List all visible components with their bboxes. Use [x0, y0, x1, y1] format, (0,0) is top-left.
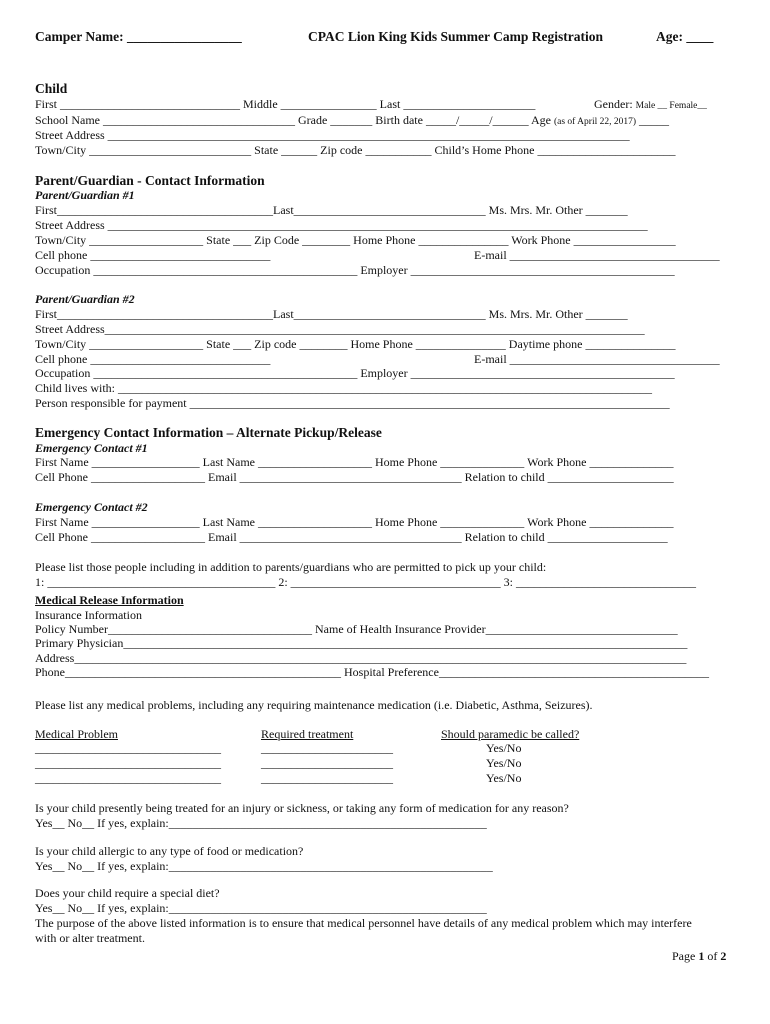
phone-hospital-line: Phone______________________________________________ Hospital Preference_____________________________________________: [35, 665, 709, 679]
age-blank: _____: [636, 113, 670, 127]
question-treatment: Is your child presently being treated for an injury or sickness, or taking any form of medication for any reason?: [35, 801, 569, 815]
address-line: Address______________________________________________________________________________________________________: [35, 651, 687, 665]
child-name-fields: First ______________________________ Middle ________________ Last ______________________: [35, 97, 536, 111]
guardian1-city: Town/City ___________________ State ___ Zip Code ________ Home Phone _______________ Work Phone _________________: [35, 233, 676, 247]
page-word: Page: [672, 949, 699, 963]
guardian1-name: First____________________________________Last________________________________ Ms. Mrs. Mr. Other _______: [35, 203, 628, 217]
emergency1-heading: Emergency Contact #1: [35, 441, 148, 455]
child-school-line: [35, 113, 669, 129]
age-field: Age: ____: [656, 29, 714, 44]
of-word: of: [704, 949, 721, 963]
child-name-line: [35, 97, 535, 111]
problem-blank-1: _______________________________: [35, 741, 221, 755]
answer-treatment: Yes__ No__ If yes, explain:_____________________________________________________: [35, 816, 487, 830]
child-street: Street Address _______________________________________________________________________________________: [35, 128, 630, 142]
emergency2-cell: Cell Phone ___________________ Email _____________________________________ Relation to child ____________________: [35, 530, 668, 544]
child-gender: [594, 97, 707, 113]
purpose-statement-1: The purpose of the above listed information is to ensure that medical personnel have details of any medical problem which may interfere: [35, 916, 692, 930]
yes-no-3: Yes/No: [486, 771, 522, 785]
age-note: (as of April 22, 2017): [553, 117, 637, 127]
guardian2-occupation: Occupation ____________________________________________ Employer ____________________________________________: [35, 366, 675, 380]
pickup-prompt: Please list those people including in addition to parents/guardians who are permitted to pick up your child:: [35, 560, 547, 574]
col-required-treatment: Required treatment: [261, 727, 354, 741]
yes-no-1: Yes/No: [486, 741, 522, 755]
guardian1-heading: Parent/Guardian #1: [35, 188, 135, 202]
guardian2-cell: Cell phone ______________________________: [35, 352, 271, 366]
problem-blank-2: _______________________________: [35, 756, 221, 770]
yes-no-2: Yes/No: [486, 756, 522, 770]
col-medical-problem: Medical Problem: [35, 727, 118, 741]
emergency1-name: First Name __________________ Last Name ___________________ Home Phone ______________ Work Phone ______________: [35, 455, 674, 469]
medical-problems-prompt: Please list any medical problems, including any requiring maintenance medication (i.e. Diabetic, Asthma, Seizures).: [35, 698, 593, 712]
question-diet: Does your child require a special diet?: [35, 886, 220, 900]
question-allergy: Is your child allergic to any type of food or medication?: [35, 844, 304, 858]
page-number: 1: [698, 949, 705, 963]
insurance-info: Insurance Information: [35, 608, 142, 622]
pickup-lines: 1: ______________________________________ 2: ___________________________________ 3: ______________________________: [35, 575, 697, 589]
guardian1-email: E-mail ___________________________________: [474, 248, 720, 262]
guardian2-street: Street Address__________________________________________________________________________________________: [35, 322, 645, 336]
col-paramedic: Should paramedic be called?: [441, 727, 580, 741]
guardian2-email: E-mail ___________________________________: [474, 352, 720, 366]
guardian2-name: First____________________________________Last________________________________ Ms. Mrs. Mr. Other _______: [35, 307, 628, 321]
gender-label: Gender:: [594, 97, 636, 111]
purpose-statement-2: with or alter treatment.: [35, 931, 145, 945]
emergency2-heading: Emergency Contact #2: [35, 500, 148, 514]
child-lives-with: Child lives with: _________________________________________________________________________________________: [35, 381, 653, 395]
gender-options: Male __ Female__: [635, 101, 707, 111]
page-title: CPAC Lion King Kids Summer Camp Registration: [308, 29, 604, 44]
parent-heading: Parent/Guardian - Contact Information: [35, 173, 265, 188]
medical-heading: Medical Release Information: [35, 593, 184, 607]
emergency1-cell: Cell Phone ___________________ Email _____________________________________ Relation to child _____________________: [35, 470, 674, 484]
camper-name-field: Camper Name: _________________: [35, 29, 242, 44]
guardian2-heading: Parent/Guardian #2: [35, 292, 135, 306]
child-city: Town/City ___________________________ State ______ Zip code ___________ Child’s Home Phone _______________________: [35, 143, 676, 157]
treatment-blank-1: ______________________: [261, 741, 393, 755]
school-fields: School Name ________________________________ Grade _______ Birth date _____/_____/______ Age: [35, 113, 554, 127]
page-indicator: [672, 949, 726, 963]
page-total: 2: [720, 949, 727, 963]
guardian2-city: Town/City ___________________ State ___ Zip code ________ Home Phone _______________ Daytime phone _______________: [35, 337, 676, 351]
guardian1-cell: Cell phone ______________________________: [35, 248, 271, 262]
emergency2-name: First Name __________________ Last Name ___________________ Home Phone ______________ Work Phone ______________: [35, 515, 674, 529]
policy-line: Policy Number__________________________________ Name of Health Insurance Provider________________________________: [35, 622, 678, 636]
answer-allergy: Yes__ No__ If yes, explain:______________________________________________________: [35, 859, 493, 873]
guardian1-street: Street Address __________________________________________________________________________________________: [35, 218, 648, 232]
treatment-blank-2: ______________________: [261, 756, 393, 770]
problem-blank-3: _______________________________: [35, 771, 221, 785]
physician-line: Primary Physician______________________________________________________________________________________________: [35, 636, 688, 650]
answer-diet: Yes__ No__ If yes, explain:_____________________________________________________: [35, 901, 487, 915]
child-heading: Child: [35, 81, 68, 96]
guardian1-occupation: Occupation ____________________________________________ Employer ____________________________________________: [35, 263, 675, 277]
payment-responsible: Person responsible for payment ________________________________________________________________________________: [35, 396, 670, 410]
treatment-blank-3: ______________________: [261, 771, 393, 785]
emergency-heading: Emergency Contact Information – Alternate Pickup/Release: [35, 425, 382, 440]
